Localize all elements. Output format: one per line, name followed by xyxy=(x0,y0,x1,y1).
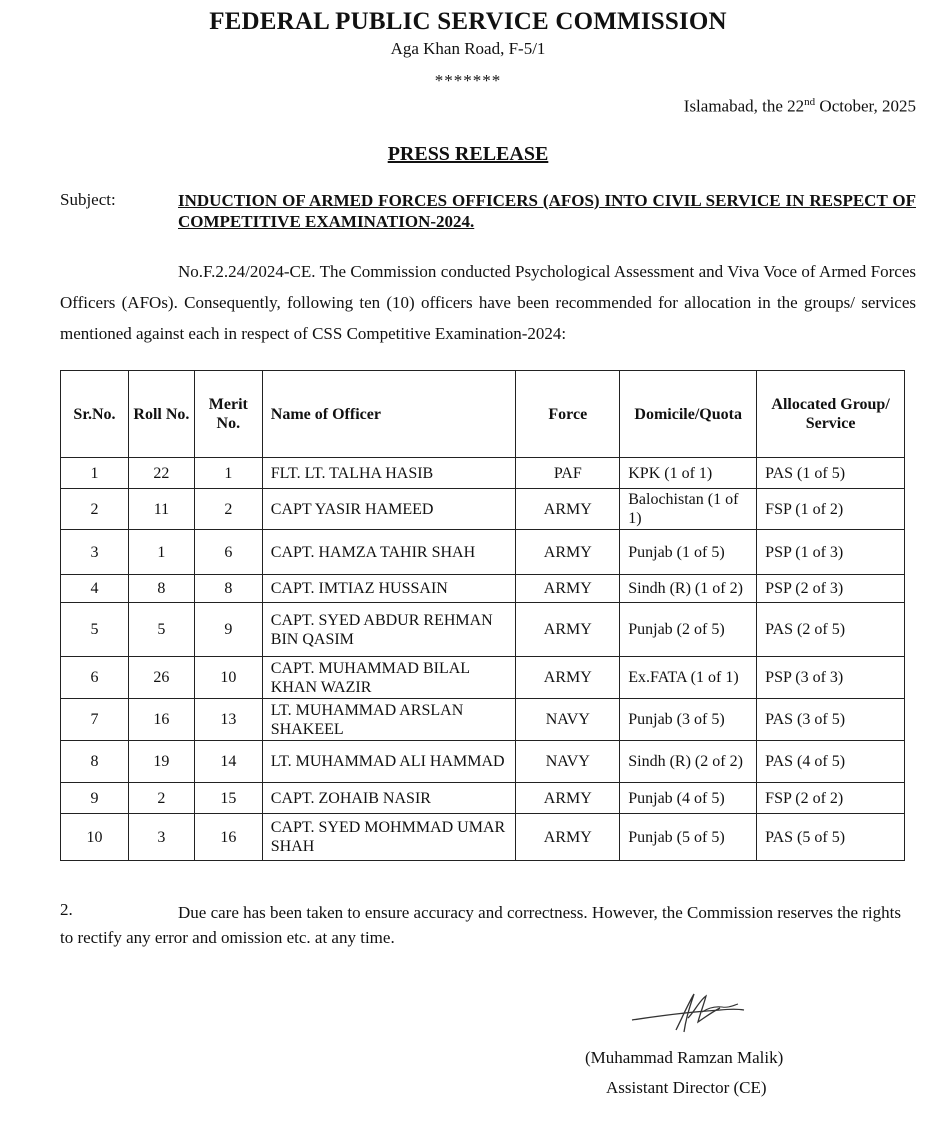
cell-roll-no: 3 xyxy=(128,814,194,861)
table-row xyxy=(61,575,905,603)
cell-sr-no: 7 xyxy=(61,699,129,741)
table-row xyxy=(61,783,905,814)
cell-roll-no: 26 xyxy=(128,657,194,699)
table-row xyxy=(61,699,905,741)
cell-roll-no: 22 xyxy=(128,458,194,489)
cell-allocated-service: PSP (1 of 3) xyxy=(757,530,905,575)
subject-label: Subject: xyxy=(60,190,116,209)
cell-roll-no: 11 xyxy=(128,489,194,530)
cell-merit-no: 14 xyxy=(194,741,262,783)
subject-text: INDUCTION OF ARMED FORCES OFFICERS (AFOS) INTO CIVIL SERVICE IN RESPECT OF COMPETITIVE EXAMINATION-2024. xyxy=(178,191,916,231)
table-row xyxy=(61,741,905,783)
header-allocated-service: Allocated Group/ Service xyxy=(757,371,905,458)
cell-allocated-service: PAS (1 of 5) xyxy=(757,458,905,489)
cell-domicile: Punjab (4 of 5) xyxy=(620,783,757,814)
table-row xyxy=(61,657,905,699)
cell-force: NAVY xyxy=(516,741,620,783)
cell-merit-no: 6 xyxy=(194,530,262,575)
cell-officer-name: CAPT. IMTIAZ HUSSAIN xyxy=(262,575,516,603)
cell-force: ARMY xyxy=(516,575,620,603)
cell-domicile: Ex.FATA (1 of 1) xyxy=(620,657,757,699)
cell-officer-name: CAPT YASIR HAMEED xyxy=(262,489,516,530)
cell-officer-name: CAPT. ZOHAIB NASIR xyxy=(262,783,516,814)
cell-force: ARMY xyxy=(516,657,620,699)
cell-sr-no: 3 xyxy=(61,530,129,575)
cell-domicile: Punjab (5 of 5) xyxy=(620,814,757,861)
table-row xyxy=(61,530,905,575)
office-address: Aga Khan Road, F-5/1 xyxy=(390,39,546,58)
cell-force: ARMY xyxy=(516,814,620,861)
cell-allocated-service: FSP (2 of 2) xyxy=(757,783,905,814)
cell-roll-no: 5 xyxy=(128,603,194,657)
cell-domicile: Sindh (R) (2 of 2) xyxy=(620,741,757,783)
cell-force: ARMY xyxy=(516,603,620,657)
signatory-designation: Assistant Director (CE) xyxy=(606,1078,767,1097)
cell-force: ARMY xyxy=(516,489,620,530)
date-prefix: Islamabad, the 22 xyxy=(683,96,805,116)
cell-sr-no: 2 xyxy=(61,489,129,530)
cell-sr-no: 5 xyxy=(61,603,129,657)
cell-allocated-service: PAS (3 of 5) xyxy=(757,699,905,741)
cell-force: NAVY xyxy=(516,699,620,741)
table-row xyxy=(61,489,905,530)
cell-force: ARMY xyxy=(516,783,620,814)
cell-domicile: Sindh (R) (1 of 2) xyxy=(620,575,757,603)
cell-officer-name: LT. MUHAMMAD ALI HAMMAD xyxy=(262,741,516,783)
cell-domicile: Punjab (1 of 5) xyxy=(620,530,757,575)
cell-allocated-service: FSP (1 of 2) xyxy=(757,489,905,530)
separator-stars: ******* xyxy=(434,71,502,90)
cell-merit-no: 13 xyxy=(194,699,262,741)
cell-roll-no: 2 xyxy=(128,783,194,814)
cell-domicile: Balochistan (1 of 1) xyxy=(620,489,757,530)
header-merit-no: Merit No. xyxy=(194,371,262,458)
cell-roll-no: 16 xyxy=(128,699,194,741)
table-header-row xyxy=(61,371,905,458)
cell-sr-no: 10 xyxy=(61,814,129,861)
header-sr-no: Sr.No. xyxy=(61,371,129,458)
cell-officer-name: FLT. LT. TALHA HASIB xyxy=(262,458,516,489)
allocation-table xyxy=(60,370,905,861)
header-force: Force xyxy=(516,371,620,458)
cell-allocated-service: PAS (4 of 5) xyxy=(757,741,905,783)
cell-officer-name: CAPT. HAMZA TAHIR SHAH xyxy=(262,530,516,575)
cell-roll-no: 19 xyxy=(128,741,194,783)
cell-sr-no: 1 xyxy=(61,458,129,489)
cell-sr-no: 9 xyxy=(61,783,129,814)
signatory-name: (Muhammad Ramzan Malik) xyxy=(585,1048,784,1067)
cell-allocated-service: PAS (2 of 5) xyxy=(757,603,905,657)
cell-allocated-service: PSP (3 of 3) xyxy=(757,657,905,699)
cell-sr-no: 4 xyxy=(61,575,129,603)
cell-force: ARMY xyxy=(516,530,620,575)
date-ordinal: nd xyxy=(804,96,816,108)
cell-allocated-service: PAS (5 of 5) xyxy=(757,814,905,861)
cell-sr-no: 8 xyxy=(61,741,129,783)
cell-officer-name: CAPT. SYED ABDUR REHMAN BIN QASIM xyxy=(262,603,516,657)
cell-force: PAF xyxy=(516,458,620,489)
cell-domicile: Punjab (3 of 5) xyxy=(620,699,757,741)
cell-merit-no: 8 xyxy=(194,575,262,603)
cell-merit-no: 10 xyxy=(194,657,262,699)
header-domicile: Domicile/Quota xyxy=(620,371,757,458)
press-release-heading: PRESS RELEASE xyxy=(387,143,549,165)
intro-paragraph: No.F.2.24/2024-CE. The Commission conducted Psychological Assessment and Viva Voce of Armed Forces Officers (AFOs). Consequently, following ten (10) officers have been recommended for allocation in the groups/ services mentioned against each in respect of CSS Competitive Examination-2024: xyxy=(60,262,916,343)
cell-merit-no: 2 xyxy=(194,489,262,530)
date-suffix: October, 2025 xyxy=(815,96,916,116)
header-roll-no: Roll No. xyxy=(128,371,194,458)
cell-officer-name: CAPT. SYED MOHMMAD UMAR SHAH xyxy=(262,814,516,861)
table-row xyxy=(61,814,905,861)
disclaimer-paragraph: Due care has been taken to ensure accuracy and correctness. However, the Commission reserves the rights to rectify any error and omission etc. at any time. xyxy=(60,903,901,947)
cell-domicile: Punjab (2 of 5) xyxy=(620,603,757,657)
cell-officer-name: LT. MUHAMMAD ARSLAN SHAKEEL xyxy=(262,699,516,741)
header-officer-name: Name of Officer xyxy=(262,371,516,458)
document-title: FEDERAL PUBLIC SERVICE COMMISSION xyxy=(209,8,727,35)
paragraph-number: 2. xyxy=(60,900,73,919)
cell-merit-no: 9 xyxy=(194,603,262,657)
issue-date xyxy=(684,96,916,117)
table-row xyxy=(61,603,905,657)
cell-domicile: KPK (1 of 1) xyxy=(620,458,757,489)
table-row xyxy=(61,458,905,489)
cell-merit-no: 16 xyxy=(194,814,262,861)
cell-merit-no: 15 xyxy=(194,783,262,814)
cell-roll-no: 8 xyxy=(128,575,194,603)
cell-allocated-service: PSP (2 of 3) xyxy=(757,575,905,603)
cell-sr-no: 6 xyxy=(61,657,129,699)
cell-officer-name: CAPT. MUHAMMAD BILAL KHAN WAZIR xyxy=(262,657,516,699)
cell-merit-no: 1 xyxy=(194,458,262,489)
cell-roll-no: 1 xyxy=(128,530,194,575)
signature-image xyxy=(628,990,748,1035)
